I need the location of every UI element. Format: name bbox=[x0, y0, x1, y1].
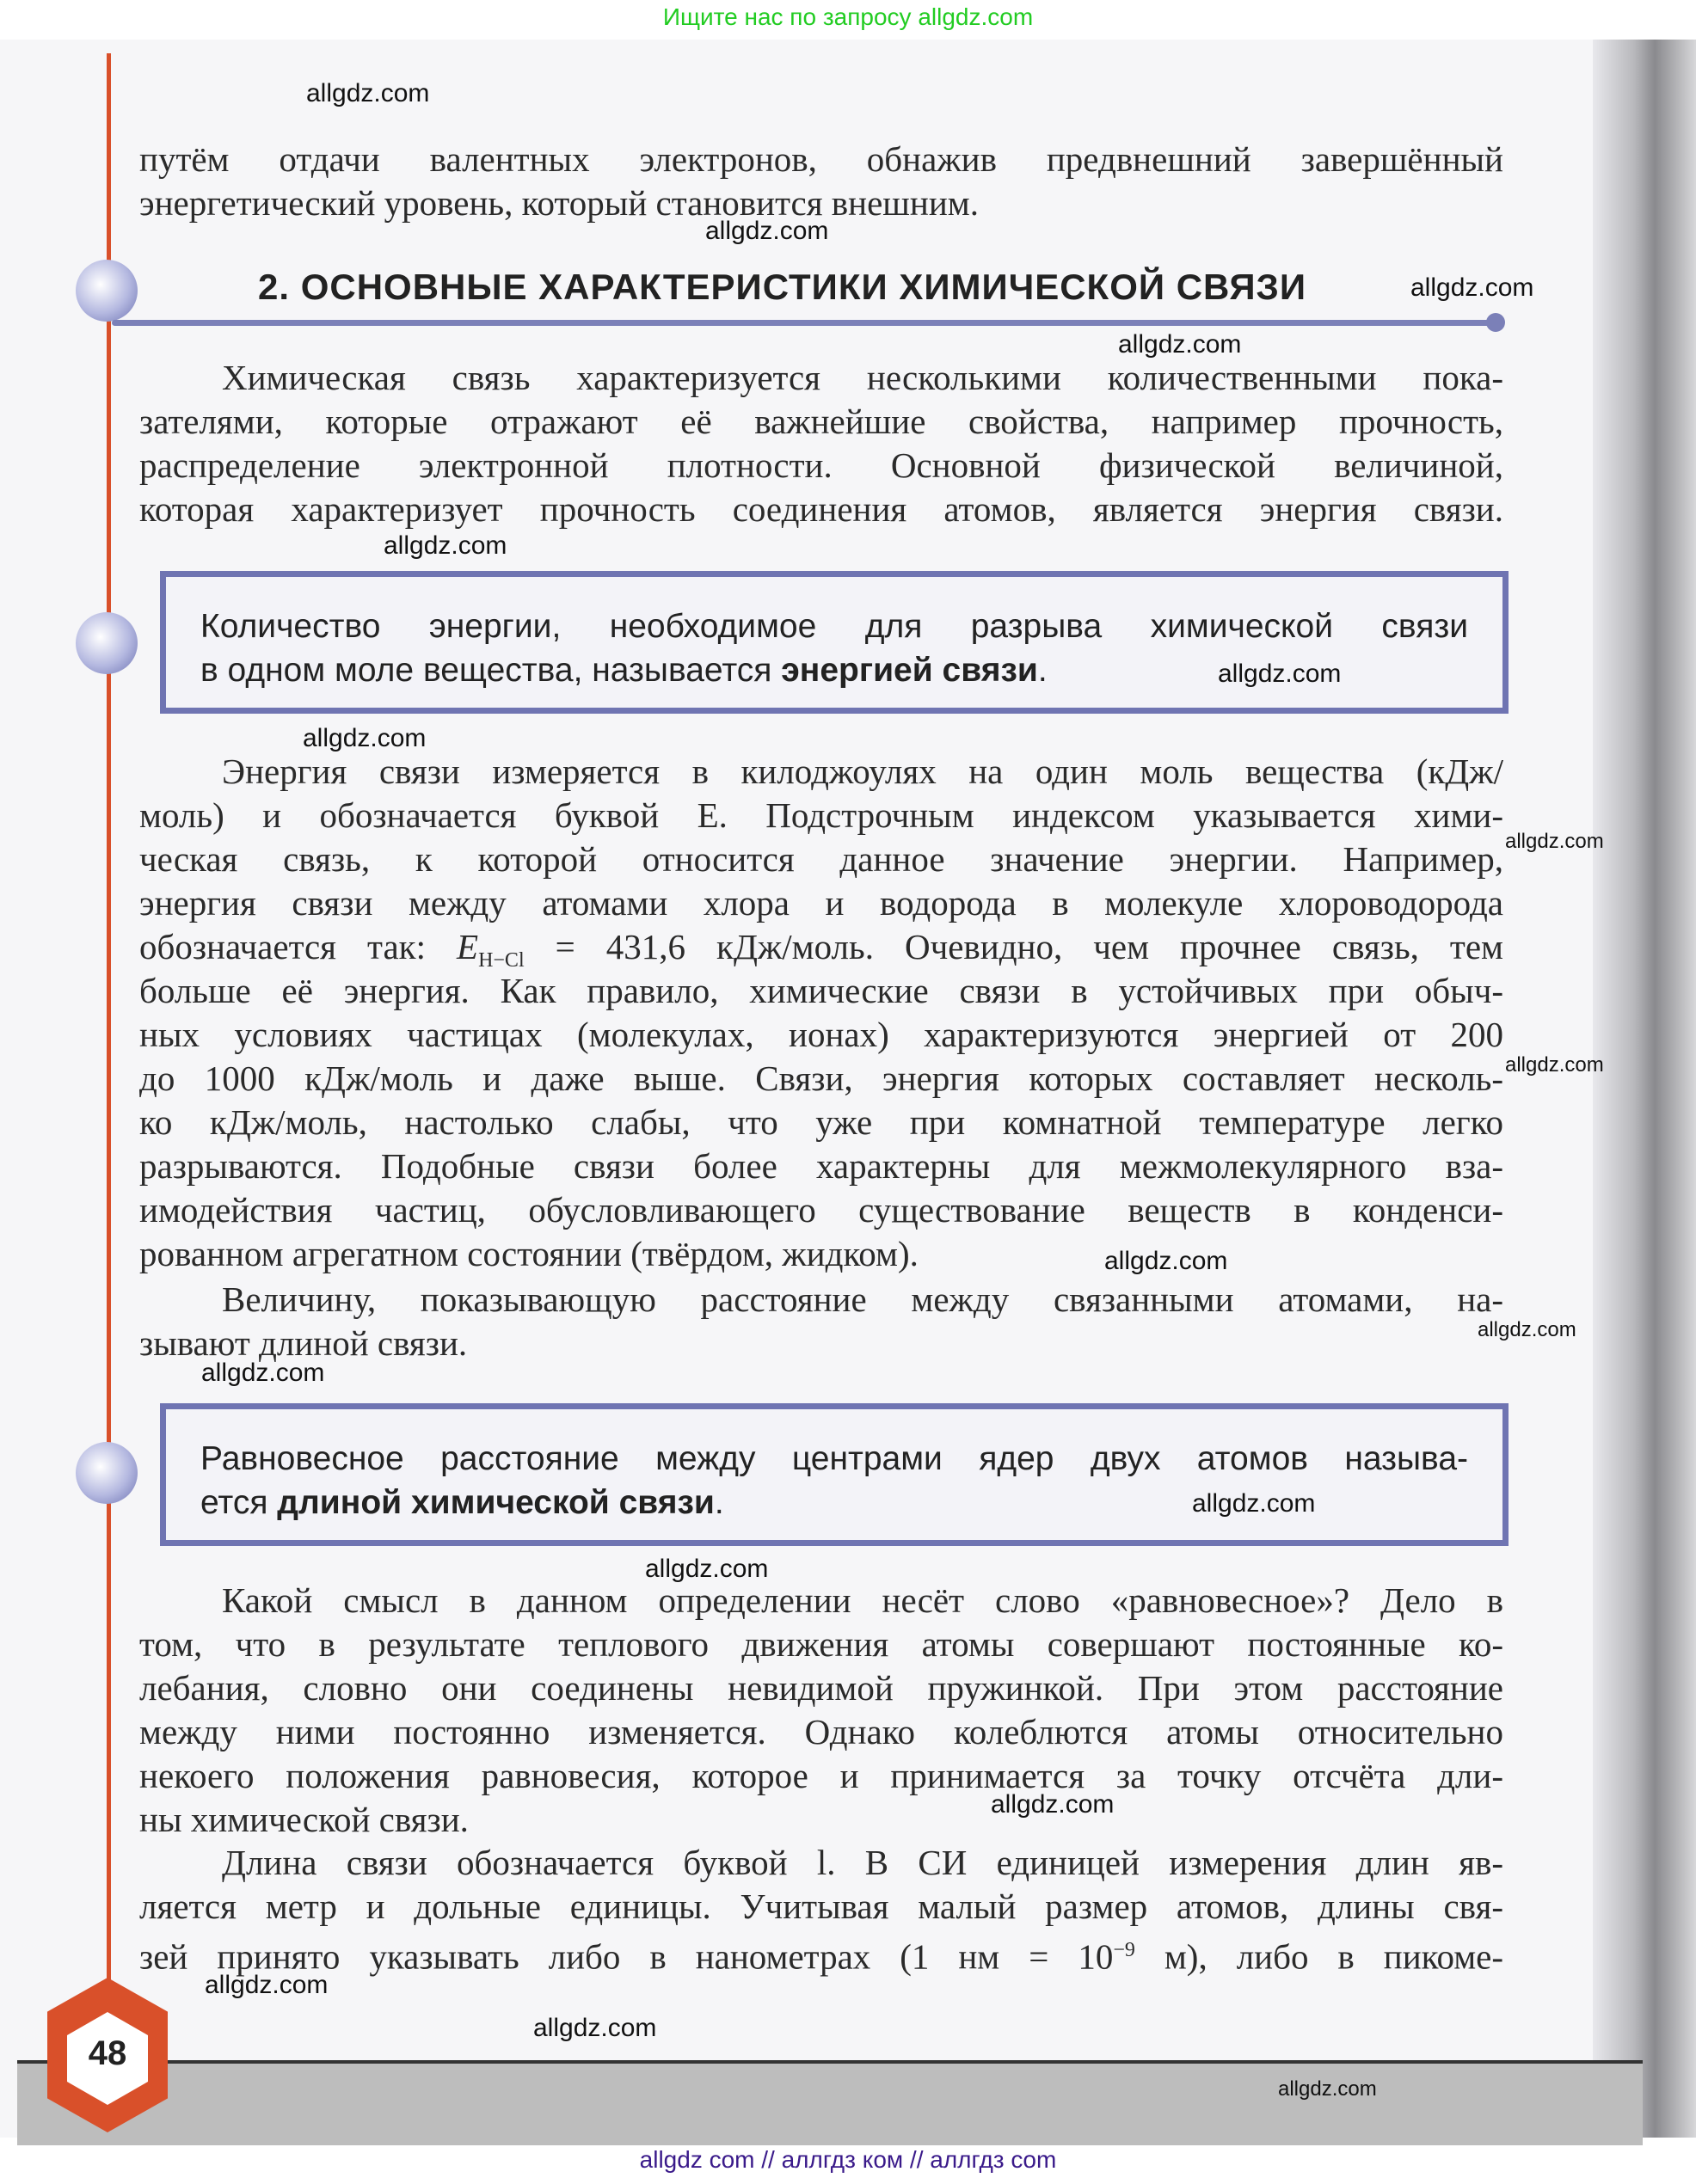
watermark: allgdz.com bbox=[303, 724, 427, 752]
definition-text: . bbox=[714, 1484, 724, 1521]
text-line: Химическая связь характеризуется несколькими количественными пока- bbox=[222, 358, 1503, 397]
text-line: которая характеризует прочность соединения атомов, является энергия связи. bbox=[139, 489, 1503, 529]
text-line: ляется метр и дольные единицы. Учитывая малый размер атомов, длины свя- bbox=[139, 1886, 1503, 1926]
text-line: ны химической связи. bbox=[139, 1800, 469, 1839]
watermark: allgdz.com bbox=[705, 217, 829, 245]
text: обозначается так: bbox=[139, 927, 458, 966]
watermark: allgdz.com bbox=[1505, 1053, 1604, 1077]
text-line: до 1000 кДж/моль и даже выше. Связи, энергия которых составляет несколь- bbox=[139, 1058, 1503, 1098]
watermark: allgdz.com bbox=[1278, 2077, 1377, 2101]
text: зей принято указывать либо в нанометрах (1 нм = 10 bbox=[139, 1936, 1114, 1977]
watermark: allgdz.com bbox=[1192, 1489, 1316, 1518]
section-bullet-icon bbox=[76, 260, 138, 322]
definition-bullet-icon bbox=[76, 612, 138, 674]
margin-line bbox=[107, 53, 111, 2005]
text-line: моль) и обозначается буквой E. Подстрочным индексом указывается хими- bbox=[139, 795, 1503, 835]
text-line: рованном агрегатном состоянии (твёрдом, жидком). bbox=[139, 1234, 919, 1273]
definition-line: Равновесное расстояние между центрами ядер двух атомов называ- bbox=[200, 1440, 1468, 1477]
energy-symbol: E bbox=[457, 927, 479, 966]
footer-watermark: allgdz com // аллгдз ком // аллгдз com bbox=[639, 2146, 1057, 2173]
watermark: allgdz.com bbox=[205, 1971, 329, 1999]
bond-subscript: H−Cl bbox=[478, 949, 525, 972]
text-line: распределение электронной плотности. Основной физической величиной, bbox=[139, 445, 1503, 485]
watermark: allgdz.com bbox=[533, 2014, 657, 2042]
watermark: allgdz.com bbox=[991, 1790, 1115, 1819]
text-line: разрываются. Подобные связи более характерны для межмолекулярного вза- bbox=[139, 1146, 1503, 1186]
page-bottom-band bbox=[17, 2060, 1643, 2145]
text-line: между ними постоянно изменяется. Однако колеблются атомы относительно bbox=[139, 1712, 1503, 1751]
text-line: Энергия связи измеряется в килоджоулях на один моль вещества (кДж/ bbox=[222, 752, 1503, 791]
text-line: лебания, словно они соединены невидимой пружинкой. При этом расстояние bbox=[139, 1668, 1503, 1708]
text: = 431,6 кДж/моль. Очевидно, чем прочнее связь, тем bbox=[524, 927, 1503, 966]
text-line: больше её энергия. Как правило, химические связи в устойчивых при обыч- bbox=[139, 971, 1503, 1010]
top-banner: Ищите нас по запросу allgdz.com bbox=[662, 3, 1034, 30]
definition-box bbox=[160, 1403, 1509, 1546]
exponent: −9 bbox=[1113, 1939, 1135, 1961]
text-line: Длина связи обозначается буквой l. В СИ единицей измерения длин яв- bbox=[222, 1843, 1503, 1882]
definition-box bbox=[160, 571, 1509, 714]
watermark: allgdz.com bbox=[384, 531, 507, 560]
watermark: allgdz.com bbox=[1478, 1318, 1576, 1341]
definition-text: . bbox=[1037, 652, 1048, 689]
definition-text: в одном моле вещества, называется bbox=[200, 652, 782, 689]
text-line: ных условиях частицах (молекулах, ионах) характеризуются энергией от 200 bbox=[139, 1015, 1503, 1054]
definition-line bbox=[200, 1481, 724, 1525]
text-line: путём отдачи валентных электронов, обнажив предвнешний завершённый bbox=[139, 139, 1503, 179]
watermark: allgdz.com bbox=[1410, 273, 1534, 302]
text: м), либо в пикоме- bbox=[1134, 1936, 1503, 1977]
definition-line: Количество энергии, необходимое для разрыва химической связи bbox=[200, 608, 1468, 645]
watermark: allgdz.com bbox=[201, 1359, 325, 1387]
text-line: ческая связь, к которой относится данное значение энергии. Например, bbox=[139, 839, 1503, 879]
text-line bbox=[139, 1929, 1503, 1979]
term-energy: энергией связи bbox=[781, 652, 1038, 689]
watermark: allgdz.com bbox=[1505, 830, 1604, 853]
page-number: 48 bbox=[88, 2034, 127, 2072]
text-line: ко кДж/моль, настолько слабы, что уже при комнатной температуре легко bbox=[139, 1102, 1503, 1142]
watermark: allgdz.com bbox=[1218, 659, 1342, 688]
text-line: Какой смысл в данном определении несёт слово «равновесное»? Дело в bbox=[222, 1580, 1503, 1620]
rule-end-dot bbox=[1486, 313, 1505, 332]
text-line: энергетический уровень, который становится внешним. bbox=[139, 183, 979, 223]
text-line: Величину, показывающую расстояние между связанными атомами, на- bbox=[222, 1279, 1503, 1319]
definition-line bbox=[200, 648, 1048, 692]
watermark: allgdz.com bbox=[1118, 330, 1242, 359]
definition-bullet-icon bbox=[76, 1442, 138, 1504]
watermark: allgdz.com bbox=[645, 1555, 769, 1583]
definition-text: ется bbox=[200, 1484, 278, 1521]
text-line: некоего положения равновесия, которое и принимается за точку отсчёта дли- bbox=[139, 1756, 1503, 1795]
text-line: энергия связи между атомами хлора и водорода в молекуле хлороводорода bbox=[139, 883, 1503, 923]
heading-rule bbox=[112, 320, 1496, 326]
watermark: allgdz.com bbox=[1104, 1247, 1228, 1275]
book-spine bbox=[1593, 40, 1696, 2138]
text-line: том, что в результате теплового движения атомы совершают постоянные ко- bbox=[139, 1624, 1503, 1664]
watermark: allgdz.com bbox=[306, 79, 430, 107]
term-length: длиной химической связи bbox=[277, 1484, 715, 1521]
text-line: зывают длиной связи. bbox=[139, 1323, 468, 1363]
section-heading: 2. ОСНОВНЫЕ ХАРАКТЕРИСТИКИ ХИМИЧЕСКОЙ СВЯЗИ bbox=[258, 267, 1307, 307]
text-line: зателями, которые отражают её важнейшие свойства, например прочность, bbox=[139, 402, 1503, 441]
text-line: имодействия частиц, обусловливающего существование веществ в конденси- bbox=[139, 1190, 1503, 1230]
